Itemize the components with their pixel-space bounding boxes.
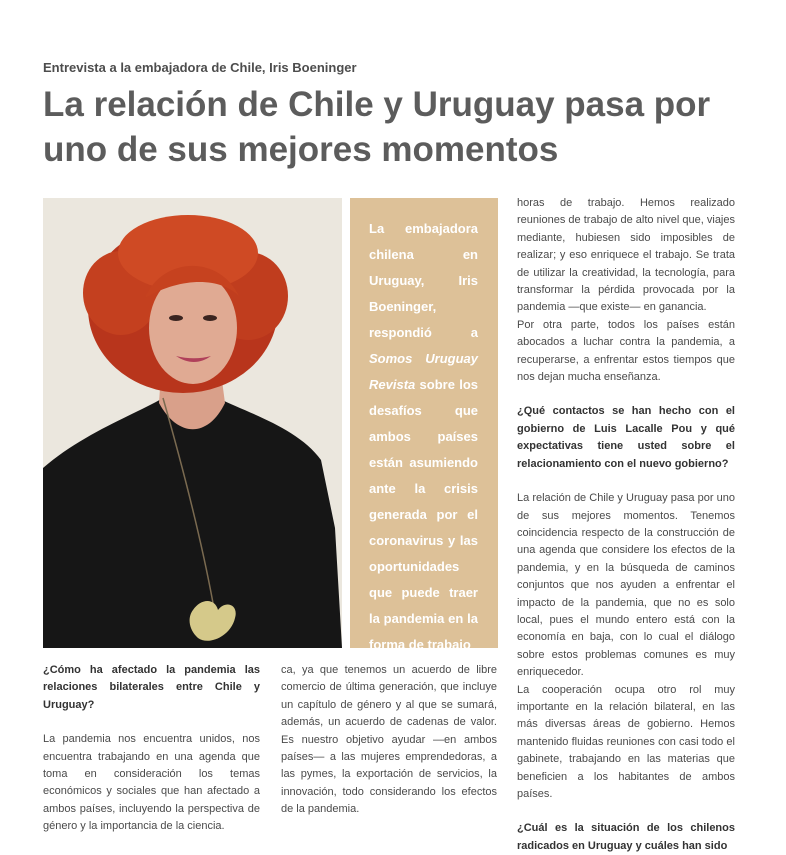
paragraph-cooperation: La cooperación ocupa otro rol muy importante en la relación bilateral, en las más diversas áreas de gobierno. Hemos mantenido fluidas reuniones con casi todo el gabinete, trabajando en las materias que beneficien a los habitantes de ambos países. <box>517 683 735 800</box>
question-3: ¿Cuál es la situación de los chilenos radicados en Uruguay y cuáles han sido <box>517 822 735 852</box>
answer-1-continued: ca, ya que tenemos un acuerdo de libre comercio de última generación, que incluye un capítulo de género y al que se sumará, además, un acuerdo de cadenas de valor. Es nuestro objetivo ayudar —en ambos países— a las mujeres emprendedoras, a las pymes, la exportación de servicios, la innovación, todo considerando los efectos de la pandemia. <box>281 664 497 816</box>
intro-text-after: sobre los desafíos que ambos países están asumiendo ante la crisis generada por el coronavirus y las oportunidades que puede traer la pandemia en la forma de trabajo <box>369 377 478 652</box>
intro-text-before: La embajadora chilena en Uruguay, Iris Boeninger, respondió a <box>369 221 478 340</box>
paragraph-recovery: Por otra parte, todos los países están abocados a luchar contra la pandemia, a recuperarse, a enfrentar estos tiempos que nos dejan mucha enseñanza. <box>517 318 735 384</box>
paragraph-work: horas de trabajo. Hemos realizado reuniones de trabajo de alto nivel que, viajes mediante, hubiesen sido imposibles de realizar; y eso enriquece el trabajo. Se trata de utilizar la creatividad, la tecnología, para transformar la pérdida provocada por la pandemia —que existe— en ganancia. <box>517 197 735 314</box>
answer-1: La pandemia nos encuentra unidos, nos encuentra trabajando en una agenda que toma en consideración los temas económicos y sociales que han afectado a ambos países, incluyendo la perspectiva de género y la importancia de la ciencia. <box>43 733 260 833</box>
article-headline: La relación de Chile y Uruguay pasa por uno de sus mejores momentos <box>43 85 711 169</box>
ambassador-photo <box>43 198 342 648</box>
article-kicker: Entrevista a la embajadora de Chile, Iris Boeninger <box>43 60 357 75</box>
column-1 <box>43 662 260 836</box>
column-3 <box>517 195 735 855</box>
question-1: ¿Cómo ha afectado la pandemia las relaciones bilaterales entre Chile y Uruguay? <box>43 664 260 711</box>
intro-text <box>369 216 478 658</box>
intro-box <box>350 198 498 652</box>
publication-name: Somos Uruguay Revista <box>369 351 478 392</box>
question-2: ¿Qué contactos se han hecho con el gobierno de Luis Lacalle Pou y qué expectativas tiene usted sobre el relacionamiento con el nuevo gobierno? <box>517 405 735 470</box>
answer-2: La relación de Chile y Uruguay pasa por uno de sus mejores momentos. Tenemos coincidencia respecto de la construcción de una agenda que considere los efectos de la pandemia, y en la búsqueda de caminos conjuntos que nos ayuden a enfrentar el impacto de la pandemia, que no es solo local, pues el mundo entero está con la economía en baja, con lo cual el diálogo sobre estos problemas comunes es muy enriquecedor. <box>517 492 735 679</box>
column-2 <box>281 662 497 819</box>
